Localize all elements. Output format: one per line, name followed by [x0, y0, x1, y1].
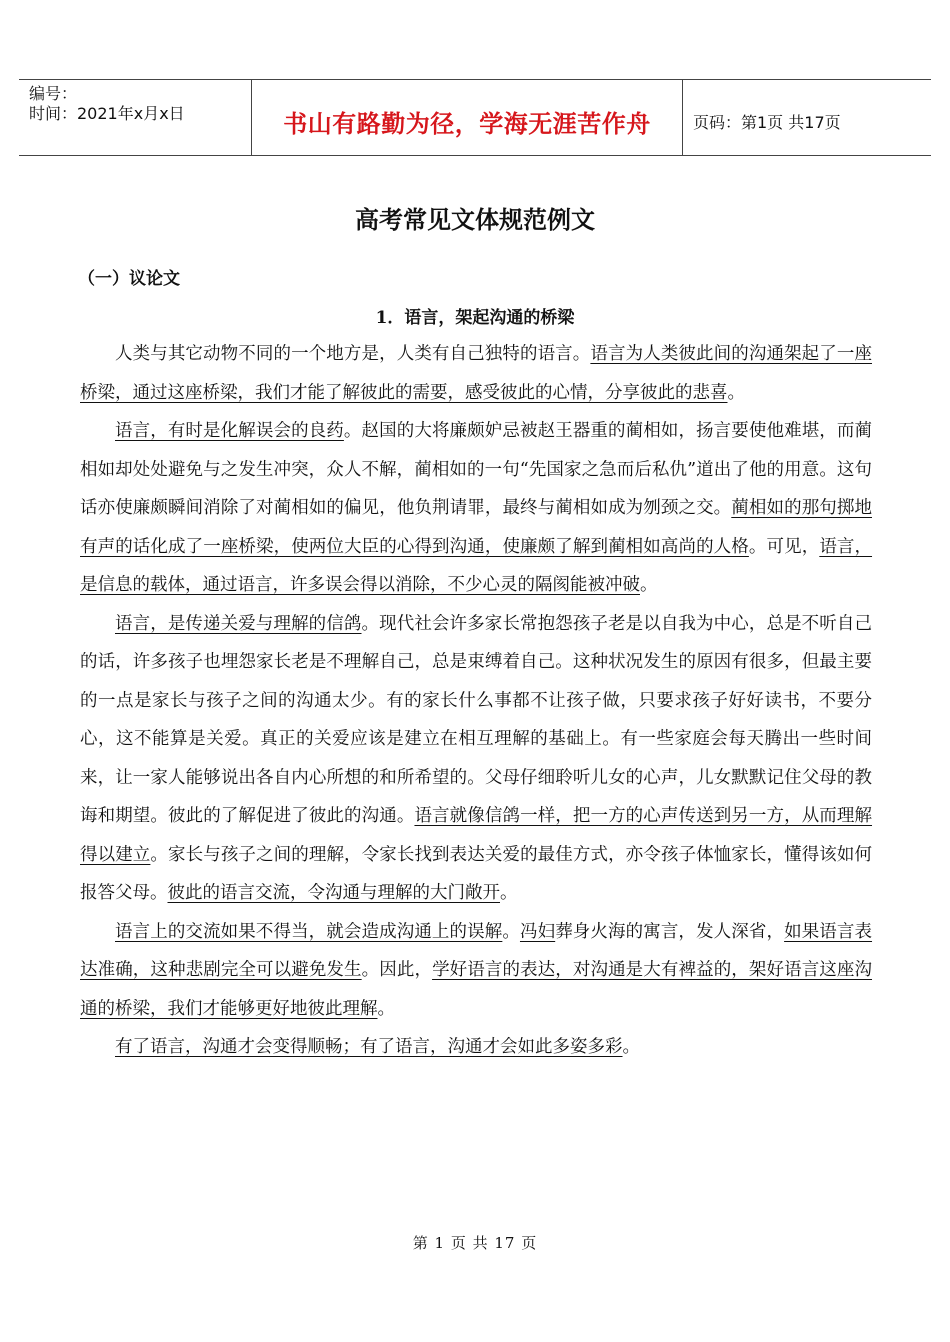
underlined-text-run: 语言，是信息的载体，通过语言，许多误会得以消除，不少心灵的隔阂能被冲破 [80, 536, 873, 595]
document-title: 高考常见文体规范例文 [355, 205, 595, 234]
motto-text: 书山有路勤为径，学海无涯苦作舟 [283, 110, 651, 138]
header-motto-cell [252, 80, 683, 156]
time-label: 时间：2021年x月x日 [29, 104, 185, 123]
text-run: 。可见， [748, 536, 820, 557]
underlined-text-run: 语言，是传递关爱与理解的信鸽 [115, 613, 362, 634]
paragraph [80, 1028, 872, 1067]
number-label: 编号： [29, 84, 78, 103]
text-run: 。 [500, 883, 518, 903]
underlined-text-run: 彼此的语言交流，令沟通与理解的大门敞开 [167, 883, 500, 903]
text-run: 。因此， [361, 960, 433, 980]
page-footer: 第 1 页 共 17 页 [412, 1234, 538, 1252]
text-run: 。赵国的大将廉颇妒忌被赵王器重的蔺相如，扬言要使他难堪，而蔺相如却处处避免与之发生冲突，众人不解，蔺相如的一句“先国家之急而后私仇”道出了他的用意。这句话亦使廉颇瞬间消除了对蔺相如的偏见，他负荆请罪，最终与蔺相如成为刎颈之交。 [80, 421, 873, 518]
header-meta-cell [19, 80, 252, 156]
underlined-text-run: 语言，有时是化解误会的良药 [115, 421, 344, 441]
text-run: 。家长与孩子之间的理解，令家长找到表达关爱的最佳方式，亦令孩子体恤家长，懂得该如何报答父母。 [80, 844, 873, 903]
paragraph [80, 605, 872, 913]
underlined-text-run: 蔺相如的那句掷地有声的话化成了一座桥梁，使两位大臣的心得到沟通，使廉颇了解到蔺相如高尚的人格 [80, 498, 872, 557]
underlined-text-run: 有了语言，沟通才会变得顺畅；有了语言，沟通才会如此多姿多彩 [115, 1037, 623, 1057]
document-header [19, 79, 931, 156]
paragraph [80, 412, 872, 605]
article-title: 1．语言，架起沟通的桥梁 [375, 308, 575, 328]
underlined-text-run: 语言为人类彼此间的沟通架起了一座桥梁，通过这座桥梁，我们才能了解彼此的需要，感受彼此的心情，分享彼此的悲喜 [80, 344, 872, 403]
section-heading: （一）议论文 [78, 269, 180, 289]
text-run: 。 [622, 1037, 640, 1057]
paragraph [80, 913, 872, 1029]
article-body [80, 335, 872, 1067]
underlined-text-run: 如果语言表达准确，这种悲剧完全可以避免发生 [80, 921, 873, 980]
text-run: 。 [502, 921, 520, 942]
underlined-text-run: 学好语言的表达，对沟通是大有裨益的，架好语言这座沟通的桥梁，我们才能够更好地彼此理解 [80, 960, 873, 1019]
header-page-cell [683, 80, 931, 156]
underlined-text-run: 冯妇 [519, 921, 556, 942]
paragraph [80, 335, 872, 412]
underlined-text-run: 语言就像信鸽一样，把一方的心声传送到另一方，从而理解得以建立 [80, 806, 873, 865]
text-run: 人类与其它动物不同的一个地方是，人类有自己独特的语言。 [115, 344, 591, 364]
page-info: 页码：第1页 共17页 [693, 113, 841, 132]
text-run: 葬身火海的寓言，发人深省， [555, 921, 785, 942]
text-run: 。 [640, 575, 658, 595]
text-run: 。现代社会许多家长常抱怨孩子老是以自我为中心，总是不听自己的话，许多孩子也埋怨家长老是不理解自己，总是束缚着自己。这种状况发生的原因有很多，但最主要的一点是家长与孩子之间的沟通太少。有的家长什么事都不让孩子做，只要求孩子好好读书，不要分心，这不能算是关爱。真正的关爱应该是建立在相互理解的基础上。有一些家庭会每天腾出一些时间来，让一家人能够说出各自内心所想的和所希望的。父母仔细聆听儿女的心声，儿女默默记住父母的教诲和期望。彼此的了解促进了彼此的沟通。 [80, 613, 872, 826]
text-run: 。 [377, 998, 395, 1019]
underlined-text-run: 语言上的交流如果不得当，就会造成沟通上的误解 [115, 921, 503, 942]
text-run: 。 [727, 382, 745, 403]
